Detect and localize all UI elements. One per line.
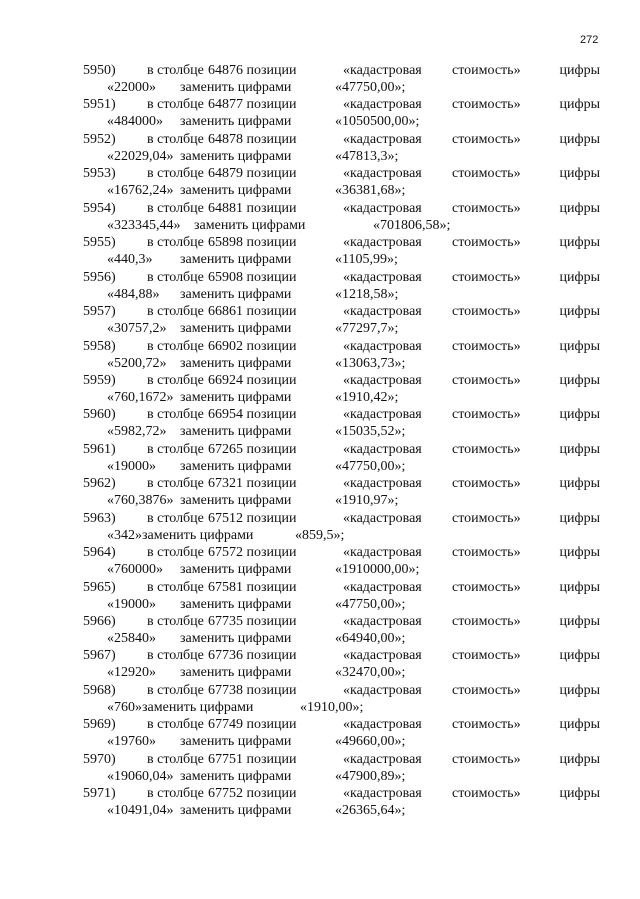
position-word: позиции [246, 717, 297, 733]
in-column-label: в столбце [147, 476, 204, 492]
position-number: 67735 [208, 614, 243, 629]
list-item [80, 269, 600, 303]
replace-label: заменить цифрами [180, 493, 292, 509]
old-value: «19000» [107, 458, 156, 474]
position-word: позиции [246, 510, 297, 526]
digits-label: цифры [559, 751, 600, 767]
value-word-label: стоимость» [452, 751, 521, 767]
value-word-label: стоимость» [452, 441, 521, 457]
old-value-with-label [107, 527, 253, 544]
digits-label: цифры [559, 441, 600, 457]
in-column-label: в столбце [147, 510, 204, 526]
value-word-label: стоимость» [452, 269, 521, 285]
position-label [208, 131, 297, 148]
new-value: «47813,3»; [335, 148, 399, 164]
replace-label: заменить цифрами [180, 389, 292, 405]
old-value: «323345,44» [107, 217, 181, 233]
new-value: «32470,00»; [335, 665, 406, 681]
in-column-label: в столбце [147, 407, 204, 423]
position-label [208, 579, 297, 596]
position-number: 67512 [208, 510, 243, 526]
position-number: 66861 [208, 304, 243, 320]
cadastral-label: «кадастровая [343, 235, 422, 251]
digits-label: цифры [559, 407, 600, 423]
replace-label: заменить цифрами [180, 665, 292, 681]
new-value: «77297,7»; [335, 321, 399, 337]
old-value: «760,1672» [107, 389, 174, 405]
old-value: «25840» [107, 631, 156, 646]
in-column-label: в столбце [147, 131, 204, 147]
list-item [80, 406, 600, 440]
value-word-label: стоимость» [452, 786, 521, 802]
cadastral-label: «кадастровая [343, 545, 422, 561]
position-number: 67751 [208, 751, 243, 767]
cadastral-label: «кадастровая [343, 97, 422, 113]
cadastral-label: «кадастровая [343, 166, 422, 182]
replace-label: заменить цифрами [180, 286, 292, 302]
list-item [80, 200, 600, 234]
position-number: 67581 [208, 579, 243, 595]
position-word: позиции [246, 166, 297, 182]
new-value: «1105,99»; [335, 252, 398, 268]
digits-label: цифры [559, 786, 600, 802]
value-word-label: стоимость» [452, 579, 521, 595]
old-value: «12920» [107, 665, 156, 681]
old-value: «22000» [107, 80, 156, 95]
cadastral-label: «кадастровая [343, 717, 422, 733]
list-item [80, 441, 600, 475]
digits-label: цифры [559, 717, 600, 733]
value-word-label: стоимость» [452, 63, 521, 78]
replace-label: заменить цифрами [142, 527, 254, 543]
position-number: 65898 [208, 235, 243, 251]
cadastral-label: «кадастровая [343, 682, 422, 698]
replace-label: заменить цифрами [180, 768, 292, 784]
value-word-label: стоимость» [452, 545, 521, 561]
position-label [208, 62, 297, 79]
entry-number: 5956) [83, 269, 116, 285]
cadastral-label: «кадастровая [343, 648, 422, 664]
digits-label: цифры [559, 510, 600, 526]
old-value-with-label [107, 699, 253, 716]
old-value: «342» [107, 527, 142, 543]
in-column-label: в столбце [147, 682, 204, 698]
list-item [80, 613, 600, 647]
digits-label: цифры [559, 200, 600, 216]
position-word: позиции [246, 338, 297, 354]
in-column-label: в столбце [147, 235, 204, 251]
digits-label: цифры [559, 235, 600, 251]
replace-label: заменить цифрами [180, 355, 292, 371]
cadastral-label: «кадастровая [343, 372, 422, 388]
position-number: 66924 [208, 372, 243, 388]
digits-label: цифры [559, 545, 600, 561]
position-number: 64876 [208, 63, 243, 78]
position-word: позиции [246, 579, 297, 595]
in-column-label: в столбце [147, 63, 204, 78]
digits-label: цифры [559, 63, 600, 78]
position-label [208, 613, 297, 630]
list-item [80, 338, 600, 372]
value-word-label: стоимость» [452, 648, 521, 664]
entry-number: 5959) [83, 372, 116, 388]
entry-number: 5952) [83, 131, 116, 147]
position-number: 67738 [208, 682, 243, 698]
position-number: 64877 [208, 97, 243, 113]
position-word: позиции [246, 407, 297, 423]
value-word-label: стоимость» [452, 407, 521, 423]
cadastral-label: «кадастровая [343, 407, 422, 423]
value-word-label: стоимость» [452, 682, 521, 698]
position-word: позиции [246, 441, 297, 457]
old-value: «760000» [107, 562, 163, 578]
old-value: «484,88» [107, 286, 160, 302]
cadastral-label: «кадастровая [343, 579, 422, 595]
replace-label: заменить цифрами [142, 699, 254, 715]
replace-label: заменить цифрами [180, 424, 292, 440]
position-word: позиции [246, 97, 297, 113]
position-label [208, 338, 297, 355]
position-word: позиции [246, 372, 297, 388]
list-item [80, 96, 600, 130]
value-word-label: стоимость» [452, 338, 521, 354]
new-value: «1050500,00»; [335, 114, 420, 130]
position-word: позиции [246, 63, 297, 78]
entry-number: 5957) [83, 304, 116, 320]
replace-label: заменить цифрами [180, 321, 292, 337]
entry-number: 5955) [83, 235, 116, 251]
old-value: «10491,04» [107, 803, 174, 819]
position-word: позиции [246, 476, 297, 492]
value-word-label: стоимость» [452, 200, 521, 216]
old-value: «760» [107, 699, 142, 715]
value-word-label: стоимость» [452, 304, 521, 320]
entry-number: 5971) [83, 786, 116, 802]
old-value: «30757,2» [107, 321, 167, 337]
replace-label: заменить цифрами [180, 631, 292, 646]
digits-label: цифры [559, 269, 600, 285]
position-number: 67265 [208, 441, 243, 457]
position-label [208, 303, 297, 320]
new-value: «47900,89»; [335, 768, 406, 784]
entry-number: 5970) [83, 751, 116, 767]
value-word-label: стоимость» [452, 166, 521, 182]
replace-label: заменить цифрами [180, 734, 292, 750]
new-value: «859,5»; [295, 527, 345, 543]
replace-label: заменить цифрами [180, 148, 292, 164]
position-label [208, 441, 297, 458]
position-number: 67752 [208, 786, 243, 802]
entry-number: 5964) [83, 545, 116, 561]
position-number: 67749 [208, 717, 243, 733]
cadastral-label: «кадастровая [343, 269, 422, 285]
value-word-label: стоимость» [452, 235, 521, 251]
new-value: «1218,58»; [335, 286, 399, 302]
position-label [208, 785, 297, 802]
old-value: «19060,04» [107, 768, 174, 784]
cadastral-label: «кадастровая [343, 304, 422, 320]
position-number: 67736 [208, 648, 243, 664]
value-word-label: стоимость» [452, 476, 521, 492]
new-value: «47750,00»; [335, 80, 406, 95]
list-item [80, 234, 600, 268]
position-word: позиции [246, 648, 297, 664]
new-value: «49660,00»; [335, 734, 406, 750]
position-label [208, 200, 297, 217]
list-item [80, 751, 600, 785]
old-value: «19760» [107, 734, 156, 750]
list-item [80, 510, 600, 544]
amendment-list [80, 62, 600, 820]
cadastral-label: «кадастровая [343, 63, 422, 78]
digits-label: цифры [559, 166, 600, 182]
cadastral-label: «кадастровая [343, 614, 422, 629]
in-column-label: в столбце [147, 97, 204, 113]
entry-number: 5953) [83, 166, 116, 182]
position-word: позиции [246, 131, 297, 147]
list-item [80, 544, 600, 578]
in-column-label: в столбце [147, 338, 204, 354]
position-label [208, 372, 297, 389]
position-word: позиции [246, 200, 297, 216]
entry-number: 5969) [83, 717, 116, 733]
new-value: «701806,58»; [373, 217, 451, 233]
cadastral-label: «кадастровая [343, 338, 422, 354]
in-column-label: в столбце [147, 166, 204, 182]
entry-number: 5950) [83, 63, 116, 78]
cadastral-label: «кадастровая [343, 786, 422, 802]
in-column-label: в столбце [147, 200, 204, 216]
in-column-label: в столбце [147, 786, 204, 802]
in-column-label: в столбце [147, 648, 204, 664]
entry-number: 5965) [83, 579, 116, 595]
digits-label: цифры [559, 648, 600, 664]
position-number: 67572 [208, 545, 243, 561]
in-column-label: в столбце [147, 579, 204, 595]
replace-label: заменить цифрами [180, 183, 292, 199]
list-item [80, 303, 600, 337]
position-label [208, 751, 297, 768]
new-value: «47750,00»; [335, 596, 406, 612]
position-label [208, 234, 297, 251]
old-value: «440,3» [107, 252, 153, 268]
position-label [208, 716, 297, 733]
in-column-label: в столбце [147, 441, 204, 457]
position-label [208, 544, 297, 561]
page-number: 272 [580, 34, 599, 46]
digits-label: цифры [559, 97, 600, 113]
entry-number: 5951) [83, 97, 116, 113]
list-item [80, 785, 600, 819]
position-number: 65908 [208, 269, 243, 285]
position-number: 64879 [208, 166, 243, 182]
entry-number: 5963) [83, 510, 116, 526]
new-value: «47750,00»; [335, 458, 406, 474]
digits-label: цифры [559, 372, 600, 388]
position-label [208, 269, 297, 286]
old-value: «760,3876» [107, 493, 174, 509]
list-item [80, 647, 600, 681]
replace-label: заменить цифрами [180, 562, 292, 578]
digits-label: цифры [559, 476, 600, 492]
old-value: «484000» [107, 114, 163, 130]
old-value: «5982,72» [107, 424, 167, 440]
list-item [80, 165, 600, 199]
new-value: «1910,97»; [335, 493, 399, 509]
old-value: «19000» [107, 596, 156, 612]
list-item [80, 716, 600, 750]
position-word: позиции [246, 614, 297, 629]
list-item [80, 682, 600, 716]
list-item [80, 131, 600, 165]
cadastral-label: «кадастровая [343, 476, 422, 492]
cadastral-label: «кадастровая [343, 441, 422, 457]
replace-label: заменить цифрами [180, 803, 292, 819]
replace-label: заменить цифрами [180, 458, 292, 474]
old-value: «5200,72» [107, 355, 167, 371]
new-value: «1910,00»; [300, 699, 364, 715]
position-number: 67321 [208, 476, 243, 492]
replace-label: заменить цифрами [180, 252, 292, 268]
position-number: 64881 [208, 200, 243, 216]
position-label [208, 647, 297, 664]
digits-label: цифры [559, 579, 600, 595]
entry-number: 5967) [83, 648, 116, 664]
entry-number: 5958) [83, 338, 116, 354]
in-column-label: в столбце [147, 545, 204, 561]
replace-label: заменить цифрами [194, 217, 306, 233]
entry-number: 5961) [83, 441, 116, 457]
position-number: 66902 [208, 338, 243, 354]
value-word-label: стоимость» [452, 97, 521, 113]
position-label [208, 406, 297, 423]
new-value: «1910000,00»; [335, 562, 420, 578]
in-column-label: в столбце [147, 304, 204, 320]
old-value: «16762,24» [107, 183, 174, 199]
new-value: «15035,52»; [335, 424, 406, 440]
entry-number: 5954) [83, 200, 116, 216]
list-item [80, 372, 600, 406]
position-word: позиции [246, 786, 297, 802]
cadastral-label: «кадастровая [343, 200, 422, 216]
digits-label: цифры [559, 131, 600, 147]
position-label [208, 682, 297, 699]
in-column-label: в столбце [147, 717, 204, 733]
cadastral-label: «кадастровая [343, 751, 422, 767]
old-value: «22029,04» [107, 148, 174, 164]
entry-number: 5968) [83, 682, 116, 698]
position-word: позиции [246, 269, 297, 285]
entry-number: 5960) [83, 407, 116, 423]
in-column-label: в столбце [147, 751, 204, 767]
list-item [80, 475, 600, 509]
digits-label: цифры [559, 338, 600, 354]
cadastral-label: «кадастровая [343, 510, 422, 526]
position-label [208, 475, 297, 492]
position-label [208, 165, 297, 182]
list-item [80, 579, 600, 613]
position-word: позиции [246, 751, 297, 767]
position-word: позиции [246, 545, 297, 561]
position-word: позиции [246, 304, 297, 320]
digits-label: цифры [559, 614, 600, 629]
value-word-label: стоимость» [452, 717, 521, 733]
list-item [80, 62, 600, 96]
in-column-label: в столбце [147, 269, 204, 285]
position-number: 66954 [208, 407, 243, 423]
value-word-label: стоимость» [452, 614, 521, 629]
digits-label: цифры [559, 682, 600, 698]
new-value: «36381,68»; [335, 183, 406, 199]
position-word: позиции [246, 682, 297, 698]
new-value: «13063,73»; [335, 355, 406, 371]
position-number: 64878 [208, 131, 243, 147]
value-word-label: стоимость» [452, 510, 521, 526]
entry-number: 5966) [83, 614, 116, 629]
in-column-label: в столбце [147, 372, 204, 388]
new-value: «1910,42»; [335, 389, 399, 405]
position-label [208, 96, 297, 113]
replace-label: заменить цифрами [180, 596, 292, 612]
value-word-label: стоимость» [452, 131, 521, 147]
digits-label: цифры [559, 304, 600, 320]
value-word-label: стоимость» [452, 372, 521, 388]
cadastral-label: «кадастровая [343, 131, 422, 147]
new-value: «64940,00»; [335, 631, 406, 646]
replace-label: заменить цифрами [180, 80, 292, 95]
replace-label: заменить цифрами [180, 114, 292, 130]
position-word: позиции [246, 235, 297, 251]
new-value: «26365,64»; [335, 803, 406, 819]
position-label [208, 510, 297, 527]
in-column-label: в столбце [147, 614, 204, 629]
entry-number: 5962) [83, 476, 116, 492]
